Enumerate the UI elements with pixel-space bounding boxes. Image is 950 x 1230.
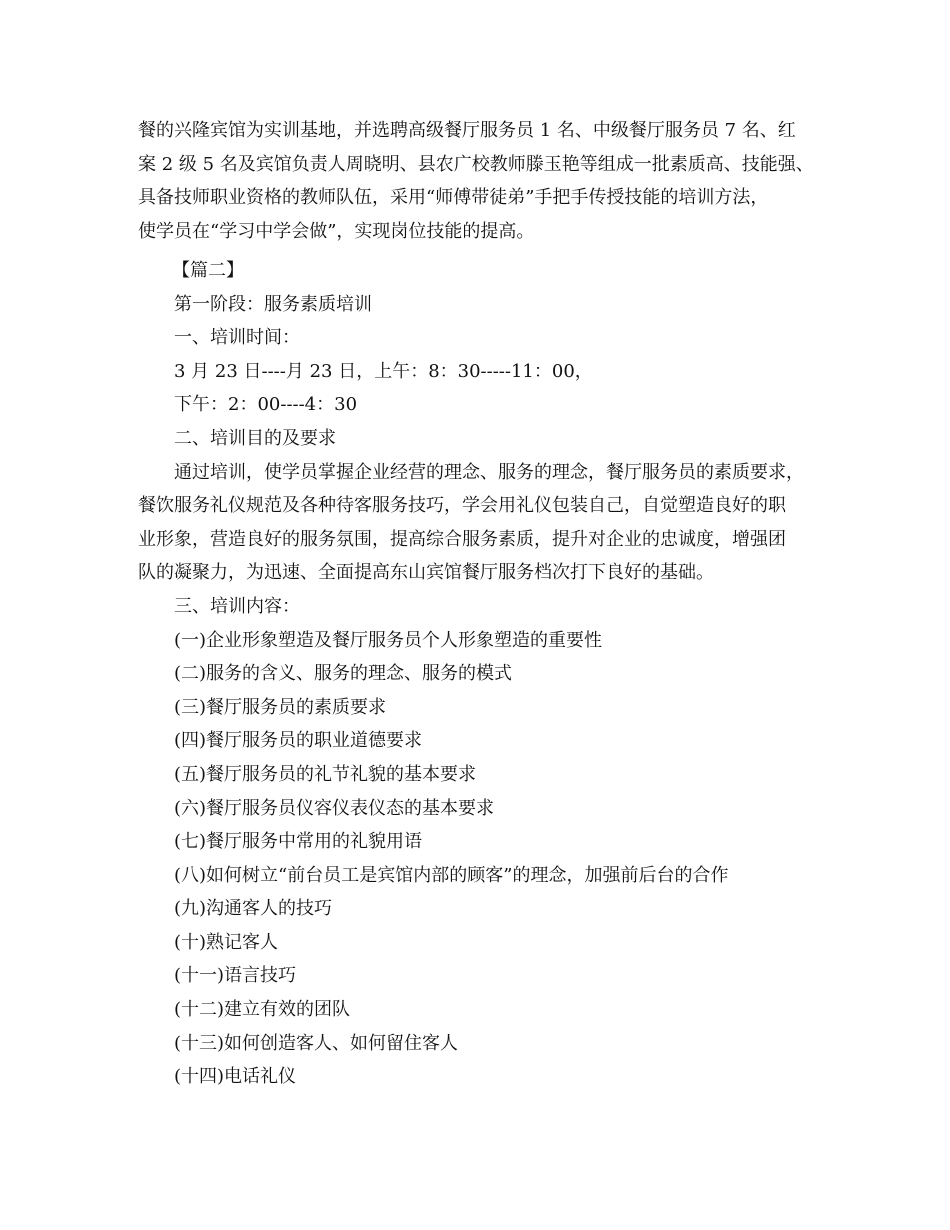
content-item: (十)熟记客人	[174, 931, 279, 953]
content-item: (七)餐厅服务中常用的礼貌用语	[174, 831, 423, 853]
content-item: (十四)电话礼仪	[174, 1066, 297, 1088]
opening-paragraph	[138, 114, 828, 248]
goals-paragraph-line: 队的凝聚力，为迅速、全面提高东山宾馆餐厅服务档次打下良好的基础。	[138, 562, 714, 584]
contents-heading: 三、培训内容：	[174, 595, 300, 617]
content-item: (九)沟通客人的技巧	[174, 898, 333, 920]
content-item: (三)餐厅服务员的素质要求	[174, 696, 387, 718]
training-time-heading: 一、培训时间：	[174, 327, 300, 349]
goals-heading: 二、培训目的及要求	[174, 427, 336, 449]
content-item: (一)企业形象塑造及餐厅服务员个人形象塑造的重要性	[174, 629, 603, 651]
paragraph-line: 使学员在“学习中学会做”，实现岗位技能的提高。	[138, 220, 535, 242]
document-body	[138, 254, 828, 1094]
stage-title: 第一阶段：服务素质培训	[174, 293, 372, 315]
content-item: (十三)如何创造客人、如何留住客人	[174, 1032, 459, 1054]
content-item: (二)服务的含义、服务的理念、服务的模式	[174, 663, 513, 685]
training-time-line: 3 月 23 日----月 23 日，上午：8：30-----11：00，	[174, 360, 593, 382]
paragraph-line: 餐的兴隆宾馆为实训基地，并选聘高级餐厅服务员 1 名、中级餐厅服务员 7 名、红	[138, 120, 796, 141]
goals-paragraph-line: 业形象，营造良好的服务氛围，提高综合服务素质，提升对企业的忠诚度，增强团	[138, 528, 786, 550]
training-time-line: 下午：2：00----4：30	[174, 394, 358, 416]
content-item: (四)餐厅服务员的职业道德要求	[174, 730, 423, 752]
content-item: (五)餐厅服务员的礼节礼貌的基本要求	[174, 763, 477, 785]
section-title: 【篇二】	[172, 260, 244, 281]
content-item: (十二)建立有效的团队	[174, 999, 351, 1021]
paragraph-line: 案 2 级 5 名及宾馆负责人周晓明、县农广校教师滕玉艳等组成一批素质高、技能强、	[138, 153, 814, 175]
goals-paragraph-line: 通过培训，使学员掌握企业经营的理念、服务的理念，餐厅服务员的素质要求，	[174, 461, 804, 483]
content-item: (八)如何树立“前台员工是宾馆内部的顾客”的理念，加强前后台的合作	[174, 864, 729, 886]
content-item: (六)餐厅服务员仪容仪表仪态的基本要求	[174, 797, 495, 819]
content-item: (十一)语言技巧	[174, 965, 297, 987]
goals-paragraph-line: 餐饮服务礼仪规范及各种待客服务技巧，学会用礼仪包装自己，自觉塑造良好的职	[138, 495, 786, 517]
paragraph-line: 具备技师职业资格的教师队伍，采用“师傅带徒弟”手把手传授技能的培训方法，	[138, 187, 769, 208]
